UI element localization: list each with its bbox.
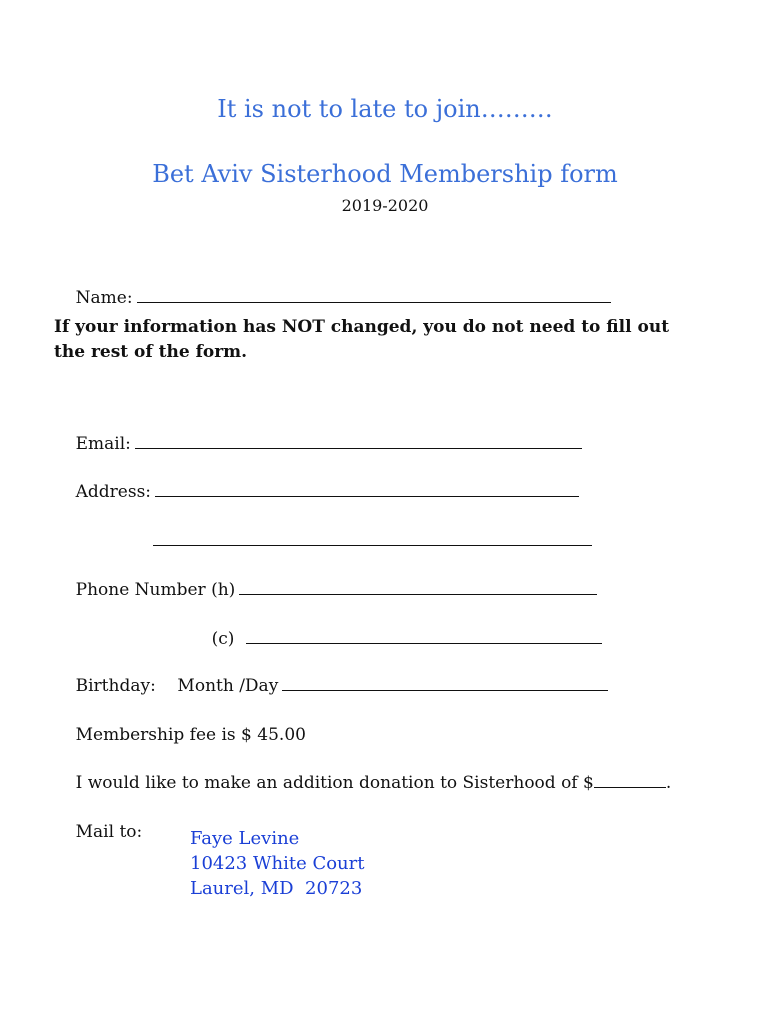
phone-label: Phone Number (h): [75, 580, 236, 600]
tagline: It is not to late to join………: [217, 95, 553, 123]
birthday-label: Birthday: Month /Day: [75, 676, 279, 696]
notice-text: If your information has NOT changed, you do not need to fill out the rest of the form.: [54, 317, 670, 362]
mail-address: [190, 826, 364, 901]
address-label: Address:: [75, 482, 152, 502]
address-field[interactable]: [155, 482, 579, 497]
form-year: 2019-2020: [341, 196, 429, 215]
form-title: Bet Aviv Sisterhood Membership form: [152, 160, 618, 188]
cell-field[interactable]: [246, 629, 602, 644]
birthday-field[interactable]: [282, 676, 608, 691]
mail-city: Laurel, MD 20723: [190, 878, 363, 899]
donation-end: .: [665, 773, 672, 793]
mail-row: [54, 802, 142, 862]
donation-text: I would like to make an addition donation to Sisterhood of $: [75, 773, 594, 793]
name-field[interactable]: [137, 288, 611, 303]
mail-name: Faye Levine: [190, 828, 300, 849]
mail-label: Mail to:: [75, 822, 143, 842]
mail-street: 10423 White Court: [190, 853, 365, 874]
name-label: Name:: [75, 288, 133, 308]
phone-field[interactable]: [239, 580, 597, 595]
donation-field[interactable]: [594, 773, 666, 788]
email-field[interactable]: [135, 434, 582, 449]
cell-label: (c): [211, 629, 235, 649]
fee-text: Membership fee is $ 45.00: [75, 725, 306, 745]
donation-row: [54, 753, 671, 813]
email-label: Email:: [75, 434, 131, 454]
address-field-2[interactable]: [153, 531, 592, 546]
